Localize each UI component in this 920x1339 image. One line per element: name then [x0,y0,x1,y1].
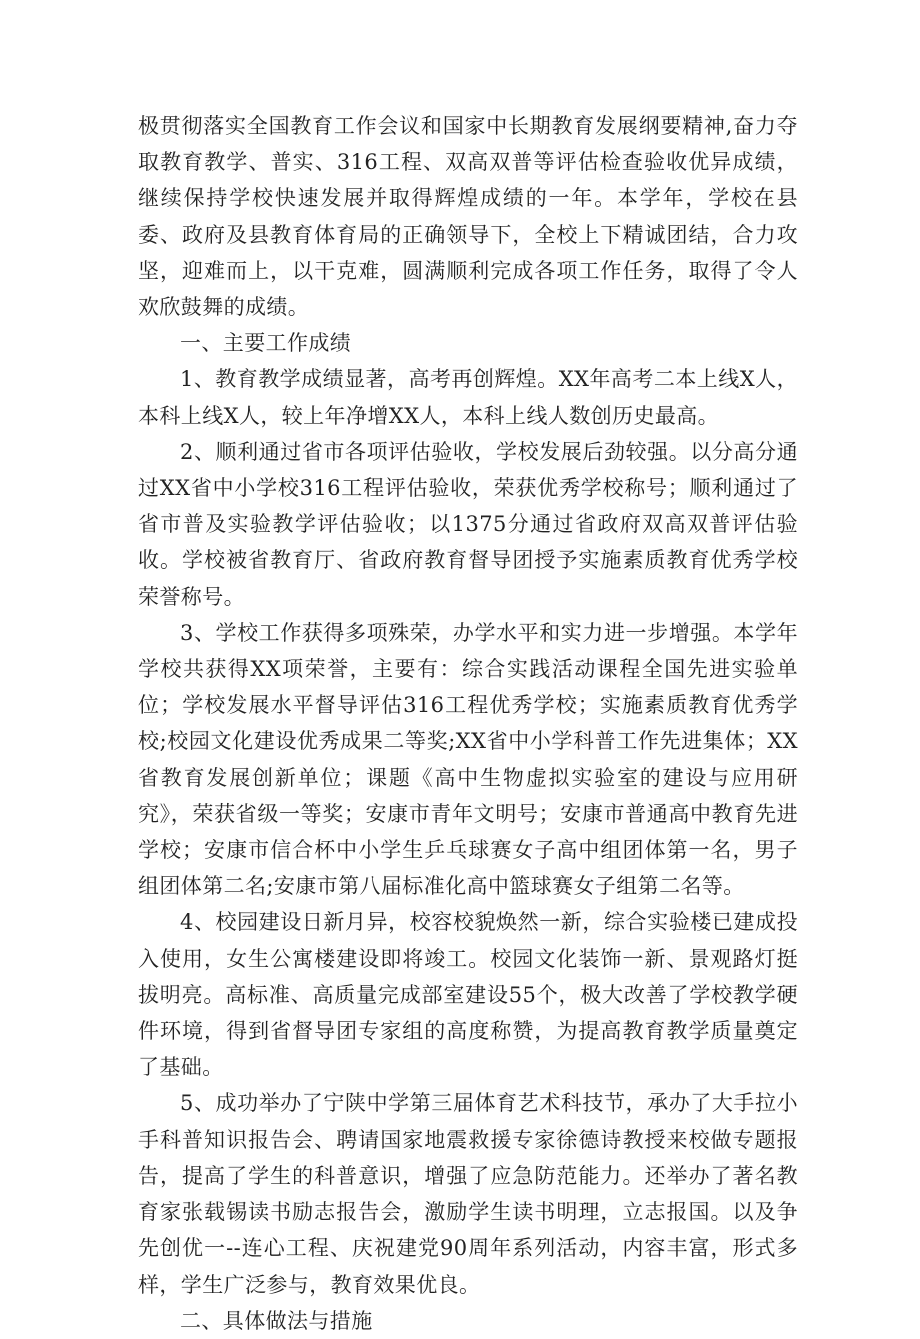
achievement-item-4: 4、校园建设日新月异，校容校貌焕然一新，综合实验楼已建成投入使用，女生公寓楼建设即将竣工。校园文化装饰一新、景观路灯挺拔明亮。高标准、高质量完成部室建设55个，极大改善了学校教学硬件环境，得到省督导团专家组的高度称赞，为提高教育教学质量奠定了基础。 [138,910,798,1080]
intro-paragraph: 极贯彻落实全国教育工作会议和国家中长期教育发展纲要精神,奋力夺取教育教学、普实、316工程、双高双普等评估检查验收优异成绩，继续保持学校快速发展并取得辉煌成绩的一年。本学年，学校在县委、政府及县教育体育局的正确领导下，全校上下精诚团结，合力攻坚，迎难而上，以干克难，圆满顺利完成各项工作任务，取得了令人欢欣鼓舞的成绩。 [138,114,798,320]
achievement-item-3: 3、学校工作获得多项殊荣，办学水平和实力进一步增强。本学年学校共获得XX项荣誉，主要有：综合实践活动课程全国先进实验单位；学校发展水平督导评估316工程优秀学校；实施素质教育优秀学校;校园文化建设优秀成果二等奖;XX省中小学科普工作先进集体；XX省教育发展创新单位；课题《高中生物虚拟实验室的建设与应用研究》，荣获省级一等奖；安康市青年文明号；安康市普通高中教育先进学校；安康市信合杯中小学生乒乓球赛女子高中组团体第一名，男子组团体第二名;安康市第八届标准化高中篮球赛女子组第二名等。 [138,620,798,899]
document-body [138,108,798,1339]
section-heading-main-achievements: 一、主要工作成绩 [180,331,352,356]
achievement-item-1: 1、教育教学成绩显著，高考再创辉煌。XX年高考二本上线X人，本科上线X人，较上年净增XX人，本科上线人数创历史最高。 [138,367,798,428]
achievement-item-2: 2、顺利通过省市各项评估验收，学校发展后劲较强。以分高分通过XX省中小学校316工程评估验收，荣获优秀学校称号；顺利通过了省市普及实验教学评估验收；以1375分通过省政府双高双普评估验收。学校被省教育厅、省政府教育督导团授予实施素质教育优秀学校荣誉称号。 [138,439,798,609]
section-heading-methods: 二、具体做法与措施 [180,1308,373,1333]
achievement-item-5: 5、成功举办了宁陕中学第三届体育艺术科技节，承办了大手拉小手科普知识报告会、聘请国家地震救援专家徐德诗教授来校做专题报告，提高了学生的科普意识，增强了应急防范能力。还举办了著名教育家张载锡读书励志报告会，激励学生读书明理，立志报国。以及争先创优一--连心工程、庆祝建党90周年系列活动，内容丰富，形式多样，学生广泛参与，教育效果优良。 [138,1091,798,1297]
